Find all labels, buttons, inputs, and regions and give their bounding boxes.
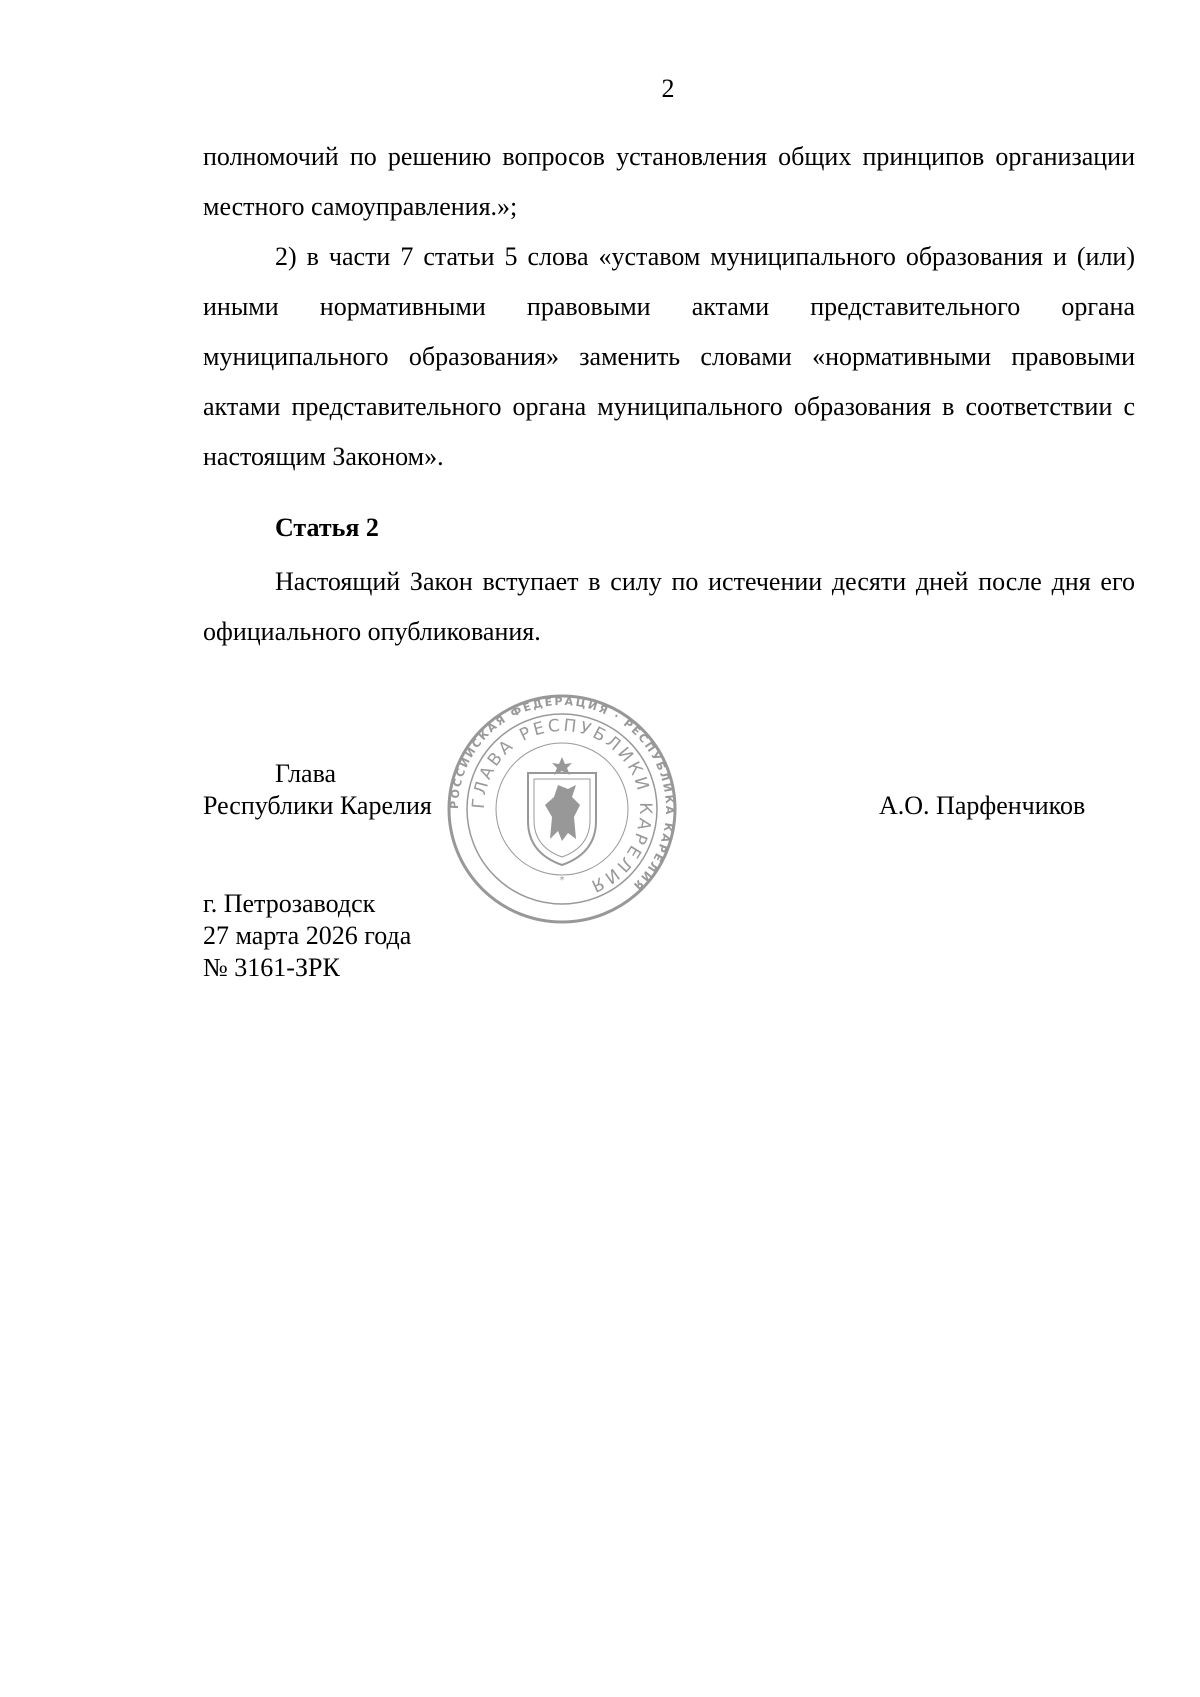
paragraph: Настоящий Закон вступает в силу по истечении десяти дней после дня его официального опубликования.: [203, 567, 1135, 646]
signer-organization: Республики Карелия: [203, 791, 432, 820]
coat-of-arms-icon: [528, 757, 596, 865]
signing-date: 27 марта 2026 года: [203, 921, 412, 950]
paragraph: полномочий по решению вопросов установления общих принципов организации местного самоуправления.»;: [203, 142, 1135, 221]
seal-outer-text: РОССИЙСКАЯ ФЕДЕРАЦИЯ · РЕСПУБЛИКА КАРЕЛИЯ: [447, 694, 677, 894]
signer-name: А.О. Парфенчиков: [879, 791, 1086, 820]
paragraph: 2) в части 7 статьи 5 слова «уставом муниципального образования и (или) иными нормативными правовыми актами представительного органа муниципального образования» заменить словами «нормативными правовыми актами представительного органа муниципального образования в соответствии с настоящим Законом».: [203, 242, 1135, 471]
law-number: № 3161-ЗРК: [203, 953, 340, 982]
official-seal-icon: [446, 693, 678, 925]
amendment-text: [203, 132, 1135, 482]
place-of-signing: г. Петрозаводск: [203, 889, 376, 918]
star-icon: *: [559, 875, 565, 886]
seal-inner-text: ГЛАВА РЕСПУБЛИКИ КАРЕЛИЯ: [468, 715, 656, 897]
article-2-text: [203, 557, 1135, 657]
page-number: 2: [661, 74, 675, 103]
article-heading: Статья 2: [275, 513, 379, 542]
signer-title: Глава: [275, 759, 337, 788]
